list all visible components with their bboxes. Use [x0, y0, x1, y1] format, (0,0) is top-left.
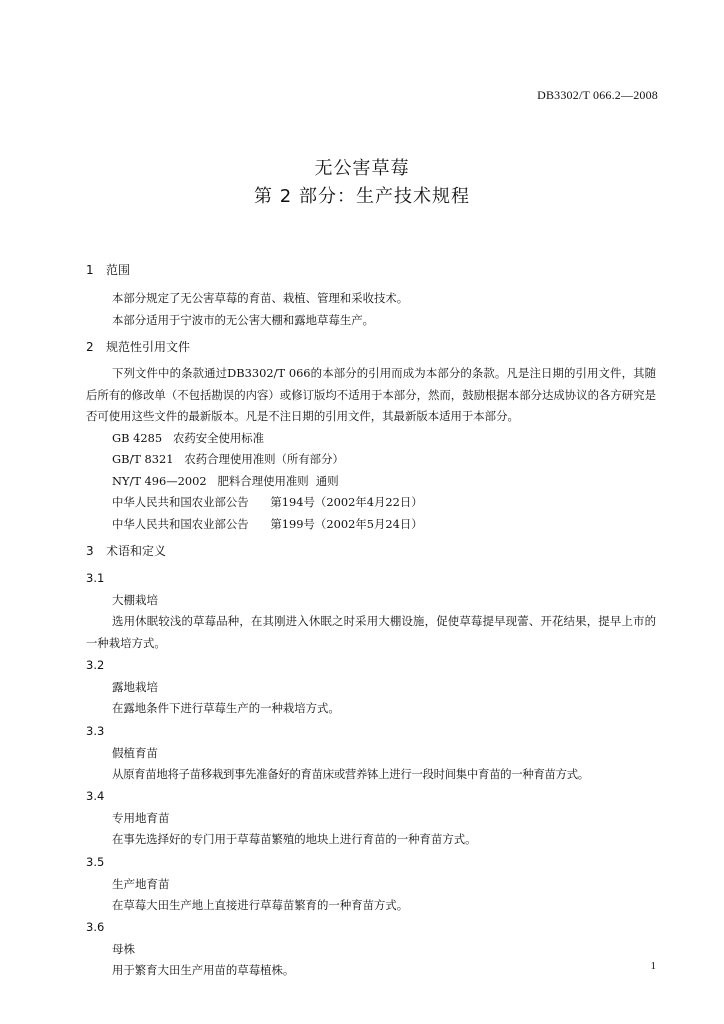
term-definition: 从原育苗地将子苗移栽到事先准备好的育苗床或营养钵上进行一段时间集中育苗的一种育苗方式。 — [112, 766, 589, 781]
section-title: 规范性引用文件 — [106, 340, 191, 354]
scope-paragraph-2: 本部分适用于宁波市的无公害大棚和露地草莓生产。 — [112, 312, 374, 327]
term-name: 专用地育苗 — [112, 811, 170, 825]
document-title: 无公害草莓 — [314, 158, 410, 179]
term-entry — [86, 567, 656, 654]
term-name: 母株 — [112, 942, 135, 956]
term-number: 3.5 — [86, 854, 105, 869]
term-definition: 在草莓大田生产地上直接进行草莓苗繁育的一种育苗方式。 — [112, 897, 409, 912]
term-entry — [86, 916, 656, 982]
reference-item: NY/T 496—2002 肥料合理使用准则 通则 — [112, 473, 339, 488]
document-body — [86, 262, 656, 982]
term-number: 3.4 — [86, 789, 105, 803]
term-number: 3.3 — [86, 723, 105, 738]
term-name: 生产地育苗 — [112, 876, 170, 891]
term-definition: 选用休眠较浅的草莓品种，在其刚进入休眠之时采用大棚设施，促使草莓提早现蕾、开花结果，提早上市的一种栽培方式。 — [86, 614, 656, 650]
section-heading-normative-references — [86, 339, 656, 355]
term-number: 3.2 — [86, 658, 105, 672]
section-number: 2 — [86, 340, 94, 354]
term-entry — [86, 654, 656, 720]
term-entry — [86, 720, 656, 786]
reference-item: 中华人民共和国农业部公告 第194号（2002年4月22日） — [112, 495, 423, 509]
scope-paragraph-1: 本部分规定了无公害草莓的育苗、栽植、管理和采收技术。 — [112, 291, 409, 305]
section-number: 1 — [86, 263, 94, 277]
term-entry — [86, 851, 656, 917]
page-number: 1 — [650, 960, 656, 972]
term-number: 3.1 — [86, 571, 105, 585]
term-name: 大棚栽培 — [112, 593, 158, 607]
section-title: 范围 — [106, 263, 131, 277]
term-definition: 在露地条件下进行草莓生产的一种栽培方式。 — [112, 701, 340, 715]
standard-code: DB3302/T 066.2—2008 — [537, 88, 658, 102]
section-title: 术语和定义 — [106, 544, 167, 558]
term-name: 露地栽培 — [112, 680, 158, 694]
reference-item: GB 4285 农药安全使用标准 — [112, 430, 265, 445]
section-heading-scope — [86, 262, 656, 278]
term-entry — [86, 785, 656, 851]
section-number: 3 — [86, 544, 94, 558]
term-definition: 用于繁育大田生产用苗的草莓植株。 — [112, 963, 295, 977]
document-subtitle: 第 2 部分：生产技术规程 — [254, 186, 470, 207]
term-name: 假植育苗 — [112, 745, 158, 760]
references-intro-paragraph: 下列文件中的条款通过DB3302/T 066的本部分的引用而成为本部分的条款。凡是注日期的引用文件，其随后所有的修改单（不包括勘误的内容）或修订版均不适用于本部分，然而，鼓励根据本部分达成协议的各方研究是否可使用这些文件的最新版本。凡是不注日期的引用文件，其最新版本适用于本部分。 — [86, 366, 656, 423]
section-heading-terms-definitions — [86, 543, 656, 559]
term-definition: 在事先选择好的专门用于草莓苗繁殖的地块上进行育苗的一种育苗方式。 — [112, 832, 477, 846]
term-number: 3.6 — [86, 920, 105, 934]
reference-item: 中华人民共和国农业部公告 第199号（2002年5月24日） — [112, 516, 423, 531]
reference-item: GB/T 8321 农药合理使用准则（所有部分） — [112, 452, 344, 466]
